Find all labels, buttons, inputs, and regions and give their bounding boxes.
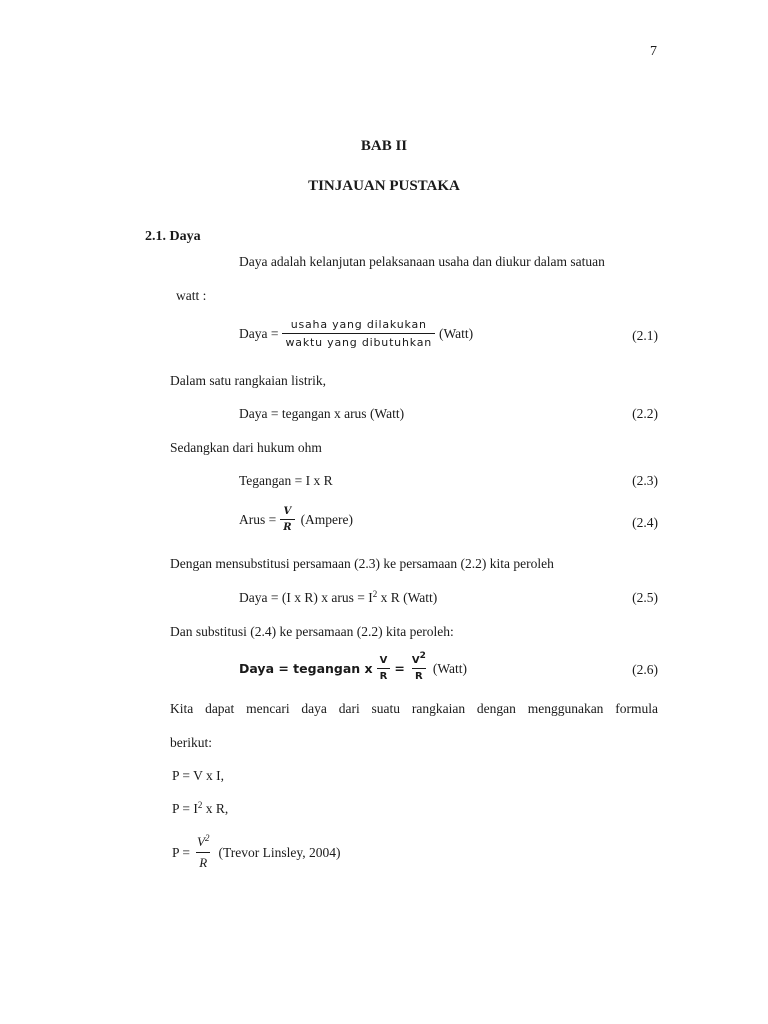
eq-2-1-number: (2.1) [632, 328, 658, 343]
eq-2-5-lhs: Daya = (I x R) x arus = I [239, 590, 373, 605]
equation-2-1 [239, 318, 473, 349]
formula-3-denominator: R [196, 852, 210, 871]
text-ohm: Sedangkan dari hukum ohm [170, 440, 322, 455]
eq-2-6-unit: (Watt) [432, 660, 468, 676]
eq-2-3-number: (2.3) [632, 473, 658, 488]
eq-2-4-denominator: R [280, 519, 294, 533]
eq-2-4-number: (2.4) [632, 515, 658, 530]
text-formula-line-1: Kita dapat mencari daya dari suatu rangkaian dengan menggunakan formula [170, 701, 658, 716]
formula-power-vi: P = V x I, [172, 768, 225, 783]
eq-2-5-number: (2.5) [632, 590, 658, 605]
eq-2-5-exponent: 2 [372, 589, 378, 599]
formula-3-numerator: V [197, 834, 205, 849]
formula-power-v2r [172, 834, 340, 871]
formula-3-lhs: P = [172, 844, 190, 860]
section-heading: 2.1. Daya [145, 229, 201, 244]
citation: (Trevor Linsley, 2004) [218, 844, 341, 860]
eq-2-1-denominator: waktu yang dibutuhkan [282, 333, 435, 349]
formula-3-fraction [194, 834, 212, 871]
eq-2-6-frac1-numerator: V [379, 655, 388, 666]
eq-2-4-fraction [280, 506, 294, 533]
intro-line-2: watt : [176, 288, 207, 303]
eq-2-6-frac2-denominator: R [412, 668, 426, 682]
equation-2-4 [239, 506, 353, 533]
intro-line-1: Daya adalah kelanjutan pelaksanaan usaha dan diukur dalam satuan [239, 254, 605, 269]
text-circuit: Dalam satu rangkaian listrik, [170, 373, 326, 388]
eq-2-1-unit: (Watt) [439, 325, 474, 341]
text-formula-line-2: berikut: [170, 735, 212, 750]
eq-2-1-fraction [282, 318, 435, 349]
eq-2-4-unit: (Ampere) [300, 511, 354, 527]
eq-2-6-lhs: Daya = tegangan x [239, 661, 373, 676]
eq-2-1-lhs: Daya = [239, 325, 279, 341]
eq-2-1-numerator: usaha yang dilakukan [290, 318, 427, 331]
page-number: 7 [650, 44, 657, 59]
eq-2-6-number: (2.6) [632, 662, 658, 677]
eq-2-2-number: (2.2) [632, 406, 658, 421]
text-substitution-2: Dan substitusi (2.4) ke persamaan (2.2) kita peroleh: [170, 624, 454, 639]
formula-2-rhs: x R, [205, 801, 229, 816]
eq-2-4-numerator: V [283, 506, 292, 517]
eq-2-4-lhs: Arus = [239, 511, 277, 527]
chapter-label: BAB II [360, 138, 408, 154]
eq-2-6-equals: = [394, 661, 405, 676]
text-substitution-1: Dengan mensubstitusi persamaan (2.3) ke persamaan (2.2) kita peroleh [170, 556, 554, 571]
formula-2-exponent: 2 [197, 800, 203, 810]
equation-2-3: Tegangan = I x R [239, 473, 333, 488]
equation-2-2: Daya = tegangan x arus (Watt) [239, 406, 405, 421]
formula-3-exponent: 2 [204, 833, 210, 843]
equation-2-6 [239, 651, 468, 682]
formula-power-i2r [172, 801, 228, 817]
chapter-title: TINJAUAN PUSTAKA [308, 178, 460, 194]
equation-2-5 [239, 590, 437, 606]
eq-2-6-frac2-numerator: V [411, 655, 420, 666]
eq-2-6-fraction-2 [409, 651, 429, 682]
formula-2-lhs: P = I [172, 801, 198, 816]
eq-2-5-rhs: x R (Watt) [380, 590, 438, 605]
eq-2-6-fraction-1 [377, 655, 391, 682]
eq-2-6-frac2-exponent: 2 [419, 651, 426, 661]
eq-2-6-frac1-denominator: R [377, 668, 391, 682]
